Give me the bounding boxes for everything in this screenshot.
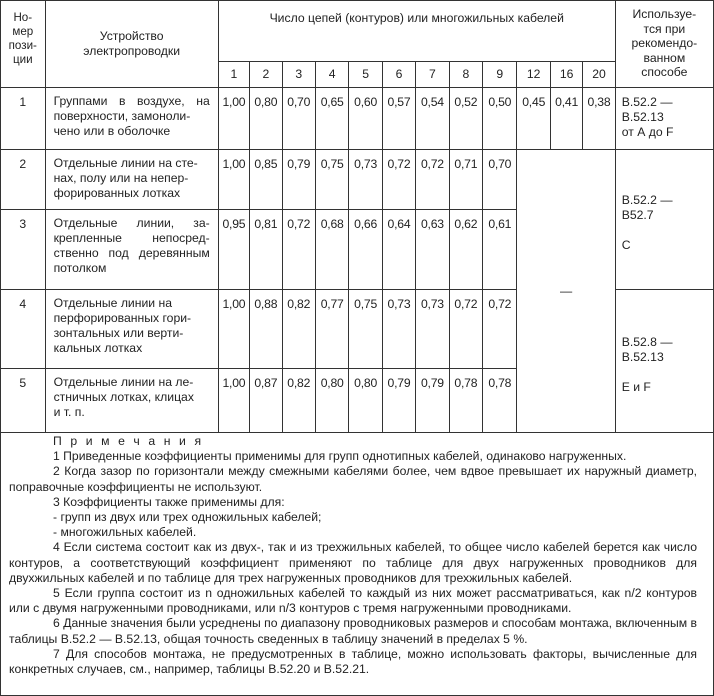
note-item: 5 Если группа состоит из n одножильных кабелей то каждый из них может рассматриваться, как n/2 контуров или с двумя нагруженными проводниками, или n/3 контуров с тремя нагруженными проводниками. [9,586,697,616]
count-header-3: 3 [282,62,315,88]
count-header-20: 20 [583,62,615,88]
coefficient-cell: 0,61 [483,210,517,290]
coefficient-cell: 0,80 [349,369,382,433]
coefficient-cell: 0,79 [382,369,415,433]
count-header-2: 2 [250,62,282,88]
coefficient-cell: 0,72 [282,210,315,290]
coefficient-cell: 0,88 [250,290,282,369]
count-header-6: 6 [382,62,415,88]
coefficient-cell: 0,72 [483,290,517,369]
row-number: 2 [1,150,46,210]
count-header-7: 7 [416,62,449,88]
table-row [1,150,714,210]
note-item: - многожильных кабелей. [53,525,197,540]
coefficient-cell: 0,87 [250,369,282,433]
coefficient-cell: 0,95 [218,210,249,290]
coefficient-cell: 0,82 [282,369,315,433]
note-item: 7 Для способов монтажа, не предусмотренных в таблице, можно использовать факторы, вычисленные для конкретных случаев, см., например, таблицы B.52.20 и B.52.21. [9,646,697,677]
use-method: B.52.8 — B.52.13 E и F [615,290,713,433]
coefficient-cell: 0,38 [583,88,615,150]
coefficient-cell: 0,70 [483,150,517,210]
coefficient-cell: 0,73 [349,150,382,210]
row-description: Отдельные линии на сте- нах, полу или на непер- форированных лотках [45,150,218,210]
count-header-1: 1 [218,62,249,88]
coefficient-cell: 0,71 [449,150,482,210]
coefficient-cell: 0,78 [483,369,517,433]
coefficient-cell: 0,72 [449,290,482,369]
coefficient-cell: 0,72 [416,150,449,210]
note-item: - групп из двух или трех одножильных кабелей; [53,510,322,525]
coefficient-cell: 0,45 [517,88,550,150]
row-number: 1 [1,88,46,150]
row-number: 5 [1,369,46,433]
coefficient-cell: 0,79 [282,150,315,210]
count-header-12: 12 [517,62,550,88]
coefficient-cell: 0,65 [315,88,348,150]
coefficient-cell: 0,62 [449,210,482,290]
coefficient-cell: 0,81 [250,210,282,290]
coefficient-cell: 0,57 [382,88,415,150]
coefficient-cell: 1,00 [218,290,249,369]
count-header-5: 5 [349,62,382,88]
note-item: 1 Приведенные коэффициенты применимы для групп однотипных кабелей, одинаково нагруженных. [53,449,627,464]
coefficient-cell: 0,41 [550,88,582,150]
empty-dash: — [517,150,615,433]
coefficient-cell: 0,52 [449,88,482,150]
header-device: Устройство электропроводки [45,1,218,88]
coefficient-cell: 1,00 [218,150,249,210]
header-use: Используе- тся при рекомендо- ванном способе [615,1,713,88]
row-description: Группами в воздухе, на поверхности, замоноли- чено или в оболочке [45,88,218,150]
coefficient-cell: 0,79 [416,369,449,433]
coefficient-cell: 0,72 [382,150,415,210]
table-row [1,88,714,150]
coefficient-cell: 0,60 [349,88,382,150]
row-description: Отдельные линии на ле- стничных лотках, клицах и т. п. [45,369,218,433]
note-item: 2 Когда зазор по горизонтали между смежными кабелями более, чем вдвое превышает их наружный диаметр, поправочные коэффициенты не используют. [9,464,697,494]
row-description: Отдельные линии, за- крепленные непосред- ственно под деревянным потолком [45,210,218,290]
row-description: Отдельные линии на перфорированных гори- зонтальных или верти- кальных лотках [45,290,218,369]
coefficient-cell: 0,54 [416,88,449,150]
note-item: 6 Данные значения были усреднены по диапазону проводниковых размеров и способам монтажа, включенным в таблицы B.52.2 — B.52.13, общая точность сведенных в таблицу значений в пределах 5 %. [9,616,697,646]
count-header-16: 16 [550,62,582,88]
count-header-8: 8 [449,62,482,88]
coefficient-cell: 0,73 [416,290,449,369]
coefficient-cell: 0,66 [349,210,382,290]
notes [1,434,713,677]
note-item: 4 Если система состоит как из двух-, так и из трехжильных кабелей, то общее число кабелей берется как число контуров, а соответствующий коэффициент применяют по таблице для двух нагруженных проводников для двухжильных кабелей и по таблице для трех нагруженных проводников для трехжильных кабелей. [9,540,697,585]
coefficient-cell: 0,50 [483,88,517,150]
row-number: 4 [1,290,46,369]
header-number: Но- мер пози- ции [1,1,46,88]
note-item: 3 Коэффициенты также применимы для: [53,494,285,509]
coefficient-cell: 1,00 [218,88,249,150]
coefficient-cell: 0,80 [250,88,282,150]
notes-title: П р и м е ч а н и я [53,434,204,448]
coefficient-cell: 0,80 [315,369,348,433]
coefficient-cell: 0,64 [382,210,415,290]
use-method: B.52.2 — B.52.13 от А до F [615,88,713,150]
coefficient-cell: 1,00 [218,369,249,433]
row-number: 3 [1,210,46,290]
coefficient-cell: 0,70 [282,88,315,150]
count-header-4: 4 [315,62,348,88]
coefficient-cell: 0,82 [282,290,315,369]
coefficient-cell: 0,77 [315,290,348,369]
coefficient-cell: 0,75 [315,150,348,210]
use-method: B.52.2 — B52.7 C [615,150,713,290]
header-count: Число цепей (контуров) или многожильных кабелей [218,1,615,62]
coefficient-cell: 0,63 [416,210,449,290]
coefficient-cell: 0,73 [382,290,415,369]
coefficient-cell: 0,85 [250,150,282,210]
coefficient-cell: 0,75 [349,290,382,369]
count-header-9: 9 [483,62,517,88]
coefficient-cell: 0,78 [449,369,482,433]
coefficient-cell: 0,68 [315,210,348,290]
